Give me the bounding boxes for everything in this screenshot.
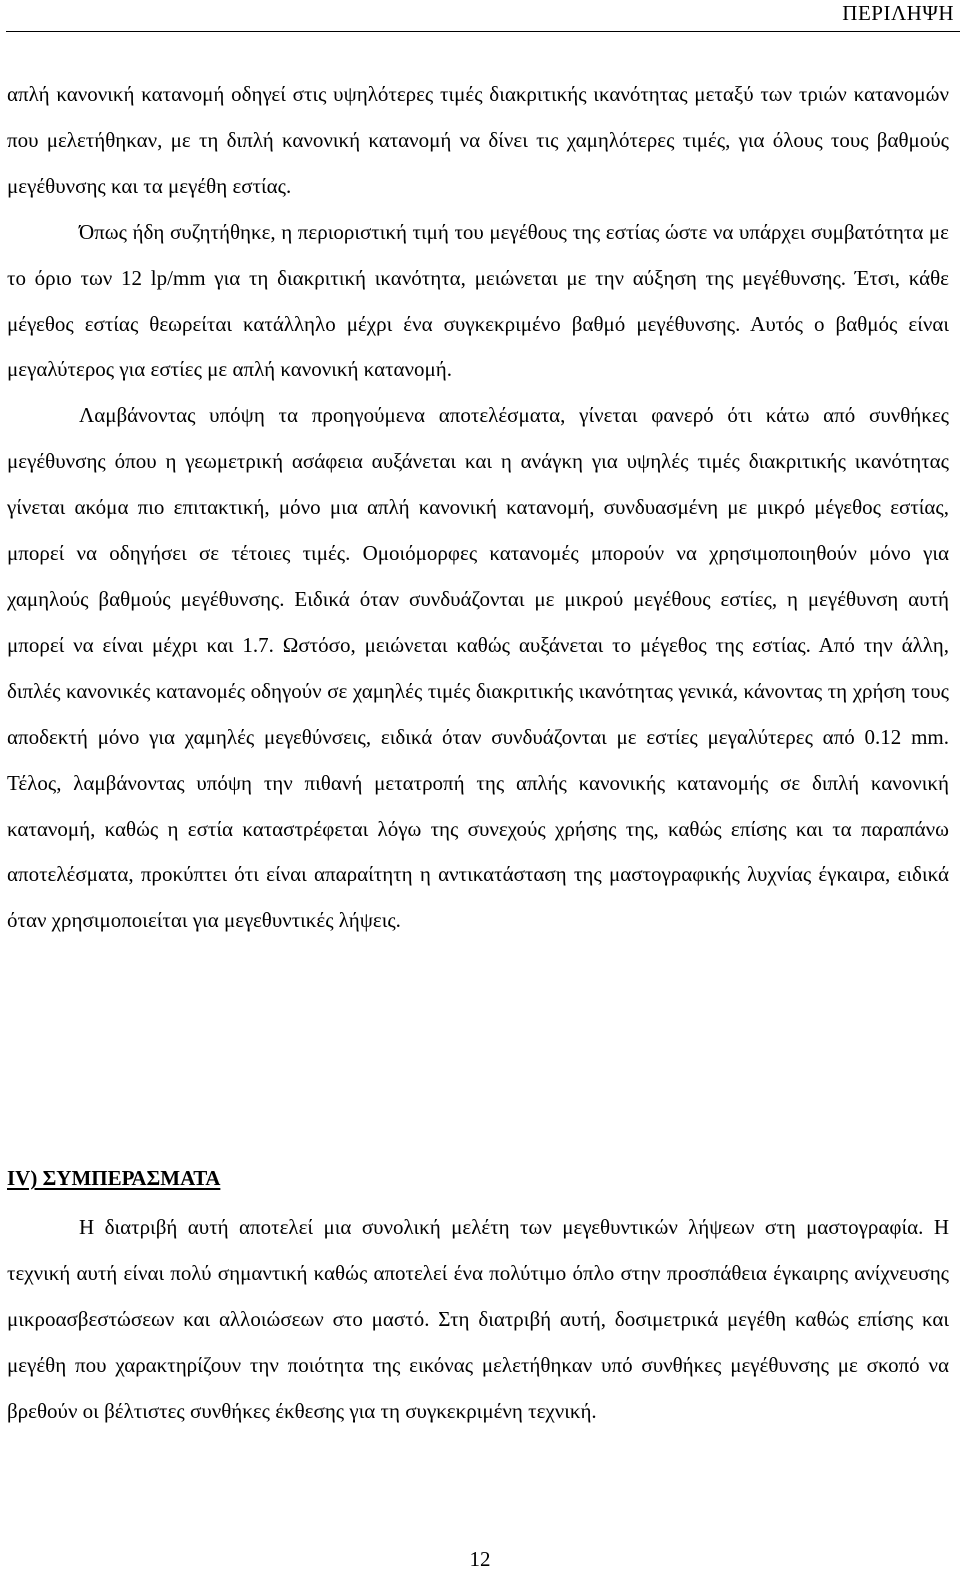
- conclusions-heading: IV) ΣΥΜΠΕΡΑΣΜΑΤΑ: [7, 1166, 221, 1190]
- paragraph-results-discussion: Λαμβάνοντας υπόψη τα προηγούμενα αποτελέσματα, γίνεται φανερό ότι κάτω από συνθήκες μεγέθυνσης όπου η γεωμετρική ασάφεια αυξάνεται και η ανάγκη για υψηλές τιμές διακριτικής ικανότητας γίνεται ακόμα πιο επιτακτική, μόνο μια απλή κανονική κατανομή, συνδυασμένη με μικρό μέγεθος εστίας, μπορεί να οδηγήσει σε τέτοιες τιμές. Ομοιόμορφες κατανομές μπορούν να χρησιμοποιηθούν μόνο για χαμηλούς βαθμούς μεγέθυνσης. Ειδικά όταν συνδυάζονται με μικρού μεγέθους εστίες, η μεγέθυνση αυτή μπορεί να είναι μέχρι και 1.7. Ωστόσο, μειώνεται καθώς αυξάνεται το μέγεθος της εστίας. Από την άλλη, διπλές κανονικές κατανομές οδηγούν σε χαμηλές τιμές διακριτικής ικανότητας γενικά, κάνοντας τη χρήση τους αποδεκτή μόνο για χαμηλές μεγεθύνσεις, ειδικά όταν συνδυάζονται με εστίες μεγαλύτερες από 0.12 mm. Τέλος, λαμβάνοντας υπόψη την πιθανή μετατροπή της απλής κανονικής κατανομής σε διπλή κανονική κατανομή, καθώς η εστία καταστρέφεται λόγω της συνεχούς χρήσης της, καθώς επίσης και τα παραπάνω αποτελέσματα, προκύπτει ότι είναι απαραίτητη η αντικατάσταση της μαστογραφικής λυχνίας έγκαιρα, ειδικά όταν χρησιμοποιείται για μεγεθυντικές λήψεις.: [7, 403, 949, 933]
- document-body: [7, 72, 949, 944]
- header-divider: [6, 31, 960, 32]
- paragraph-focal-spot-limit: Όπως ήδη συζητήθηκε, η περιοριστική τιμή του μεγέθους της εστίας ώστε να υπάρχει συμβατότητα με το όριο των 12 lp/mm για τη διακριτική ικανότητα, μειώνεται με την αύξηση της μεγέθυνσης. Έτσι, κάθε μέγεθος εστίας θεωρείται κατάλληλο μέχρι ένα συγκεκριμένο βαθμό μεγέθυνσης. Αυτός ο βαθμός είναι μεγαλύτερος για εστίες με απλή κανονική κατανομή.: [7, 219, 949, 382]
- conclusions-paragraph: Η διατριβή αυτή αποτελεί μια συνολική μελέτη των μεγεθυντικών λήψεων στη μαστογραφία. Η τεχνική αυτή είναι πολύ σημαντική καθώς αποτελεί ένα πολύτιμο όπλο στην προσπάθεια έγκαιρης ανίχνευσης μικροασβεστώσεων και αλλοιώσεων στο μαστό. Στη διατριβή αυτή, δοσιμετρικά μεγέθη καθώς επίσης και μεγέθη που χαρακτηρίζουν την ποιότητα της εικόνας μελετήθηκαν υπό συνθήκες μεγέθυνσης με σκοπό να βρεθούν οι βέλτιστες συνθήκες έκθεσης για τη συγκεκριμένη τεχνική.: [7, 1215, 949, 1423]
- running-header-title: ΠΕΡΙΛΗΨΗ: [842, 1, 954, 25]
- page-number: 12: [469, 1547, 491, 1571]
- paragraph-continuation: απλή κανονική κατανομή οδηγεί στις υψηλότερες τιμές διακριτικής ικανότητας μεταξύ των τριών κατανομών που μελετήθηκαν, με τη διπλή κανονική κατανομή να δίνει τις χαμηλότερες τιμές, για όλους τους βαθμούς μεγέθυνσης και τα μεγέθη εστίας.: [7, 82, 949, 198]
- conclusions-section: [7, 1165, 949, 1435]
